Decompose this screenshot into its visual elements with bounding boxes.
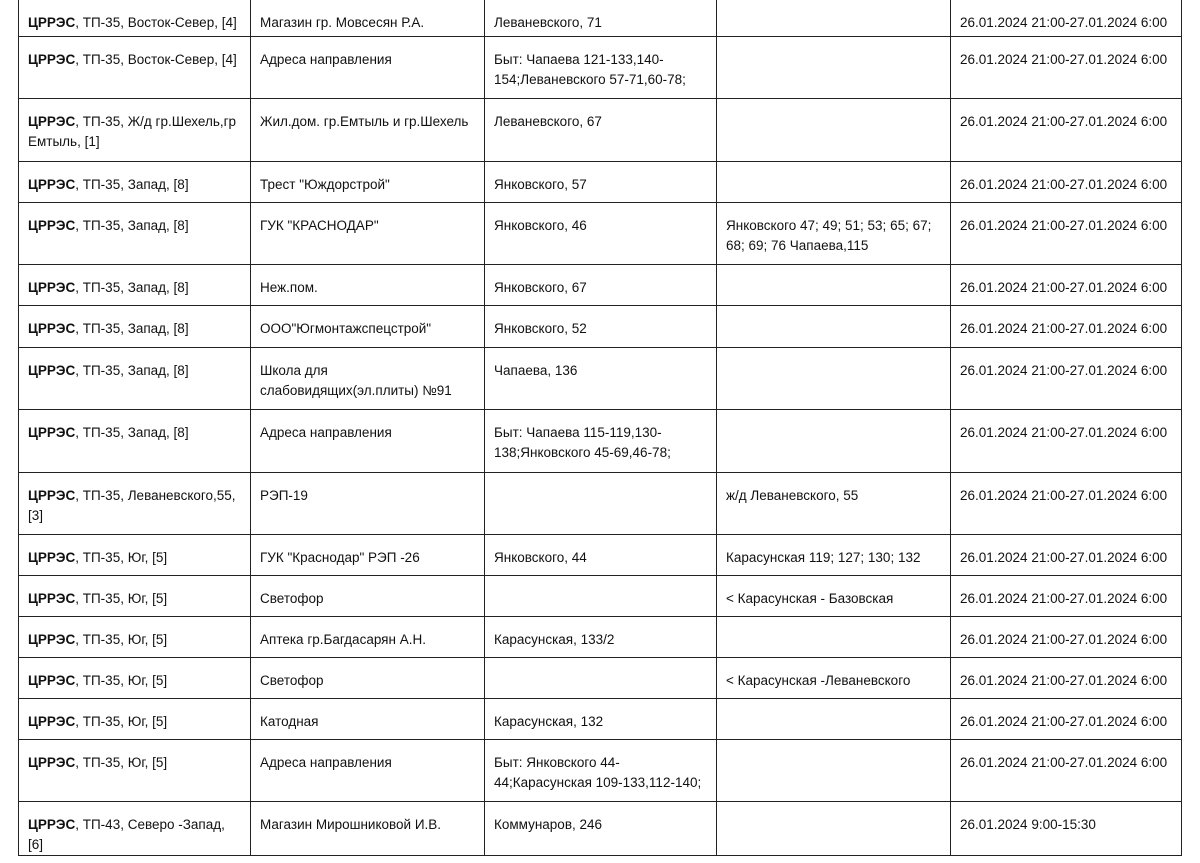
- extra-address-cell: [717, 740, 951, 802]
- consumer-cell: Неж.пом.: [251, 265, 485, 306]
- table-row: [19, 535, 1182, 576]
- org-name: ЦРРЭС: [28, 52, 76, 67]
- table-row: [19, 617, 1182, 658]
- period-cell: 26.01.2024 21:00-27.01.2024 6:00: [951, 410, 1182, 473]
- consumer-cell: Магазин Мирошниковой И.В.: [251, 802, 485, 856]
- table-row: [19, 0, 1182, 37]
- consumer-cell: Адреса направления: [251, 410, 485, 473]
- table-row: [19, 203, 1182, 265]
- address-cell: Янковского, 44: [485, 535, 717, 576]
- extra-address-cell: [717, 802, 951, 856]
- feeder-source: , ТП-35, Запад, [8]: [75, 321, 189, 336]
- address-cell: Леваневского, 71: [485, 0, 717, 37]
- address-cell: Янковского, 46: [485, 203, 717, 265]
- org-name: ЦРРЭС: [28, 425, 76, 440]
- consumer-cell: Магазин гр. Мовсесян Р.А.: [251, 0, 485, 37]
- address-cell: [485, 658, 717, 699]
- org-name: ЦРРЭС: [28, 321, 76, 336]
- feeder-source: , ТП-35, Юг, [5]: [75, 673, 168, 688]
- network-cell: [19, 37, 251, 99]
- network-cell: [19, 265, 251, 306]
- extra-address-cell: [717, 37, 951, 99]
- feeder-source: , ТП-35, Запад, [8]: [75, 363, 189, 378]
- period-cell: 26.01.2024 21:00-27.01.2024 6:00: [951, 265, 1182, 306]
- extra-address-cell: [717, 617, 951, 658]
- table-row: [19, 740, 1182, 802]
- feeder-source: , ТП-35, Запад, [8]: [75, 177, 189, 192]
- consumer-cell: Светофор: [251, 658, 485, 699]
- address-cell: Быт: Янковского 44-44;Карасунская 109-133,112-140;: [485, 740, 717, 802]
- period-cell: 26.01.2024 21:00-27.01.2024 6:00: [951, 617, 1182, 658]
- period-cell: 26.01.2024 21:00-27.01.2024 6:00: [951, 306, 1182, 348]
- network-cell: [19, 0, 251, 37]
- feeder-source: , ТП-35, Восток-Север, [4]: [75, 15, 237, 30]
- consumer-cell: Адреса направления: [251, 37, 485, 99]
- address-cell: Карасунская, 133/2: [485, 617, 717, 658]
- extra-address-cell: [717, 265, 951, 306]
- feeder-source: , ТП-43, Северо -Запад, [6]: [28, 817, 225, 852]
- table-row: [19, 473, 1182, 535]
- extra-address-cell: [717, 0, 951, 37]
- feeder-source: , ТП-35, Запад, [8]: [75, 218, 189, 233]
- address-cell: Янковского, 52: [485, 306, 717, 348]
- period-cell: 26.01.2024 21:00-27.01.2024 6:00: [951, 699, 1182, 740]
- address-cell: Быт: Чапаева 121-133,140-154;Леваневского 57-71,60-78;: [485, 37, 717, 99]
- network-cell: [19, 699, 251, 740]
- org-name: ЦРРЭС: [28, 218, 76, 233]
- feeder-source: , ТП-35, Запад, [8]: [75, 425, 189, 440]
- period-cell: 26.01.2024 21:00-27.01.2024 6:00: [951, 203, 1182, 265]
- extra-address-cell: Карасунская 119; 127; 130; 132: [717, 535, 951, 576]
- outage-table: [18, 0, 1182, 856]
- table-row: [19, 802, 1182, 856]
- network-cell: [19, 306, 251, 348]
- address-cell: Леваневского, 67: [485, 99, 717, 162]
- address-cell: Быт: Чапаева 115-119,130-138;Янковского 45-69,46-78;: [485, 410, 717, 473]
- network-cell: [19, 535, 251, 576]
- period-cell: 26.01.2024 21:00-27.01.2024 6:00: [951, 473, 1182, 535]
- feeder-source: , ТП-35, Ж/д гр.Шехель,гр Емтыль, [1]: [28, 114, 237, 149]
- feeder-source: , ТП-35, Юг, [5]: [75, 714, 168, 729]
- period-cell: 26.01.2024 21:00-27.01.2024 6:00: [951, 37, 1182, 99]
- network-cell: [19, 658, 251, 699]
- consumer-cell: ООО"Югмонтажспецстрой": [251, 306, 485, 348]
- network-cell: [19, 203, 251, 265]
- address-cell: [485, 576, 717, 617]
- org-name: ЦРРЭС: [28, 591, 76, 606]
- consumer-cell: РЭП-19: [251, 473, 485, 535]
- extra-address-cell: [717, 348, 951, 410]
- org-name: ЦРРЭС: [28, 714, 76, 729]
- org-name: ЦРРЭС: [28, 177, 76, 192]
- table-row: [19, 699, 1182, 740]
- org-name: ЦРРЭС: [28, 280, 76, 295]
- address-cell: Янковского, 67: [485, 265, 717, 306]
- org-name: ЦРРЭС: [28, 488, 76, 503]
- extra-address-cell: < Карасунская -Леваневского: [717, 658, 951, 699]
- table-row: [19, 658, 1182, 699]
- extra-address-cell: [717, 306, 951, 348]
- period-cell: 26.01.2024 21:00-27.01.2024 6:00: [951, 535, 1182, 576]
- org-name: ЦРРЭС: [28, 817, 76, 832]
- extra-address-cell: [717, 410, 951, 473]
- address-cell: Янковского, 57: [485, 162, 717, 203]
- extra-address-cell: < Карасунская - Базовская: [717, 576, 951, 617]
- feeder-source: , ТП-35, Запад, [8]: [75, 280, 189, 295]
- table-row: [19, 576, 1182, 617]
- address-cell: Коммунаров, 246: [485, 802, 717, 856]
- network-cell: [19, 617, 251, 658]
- org-name: ЦРРЭС: [28, 363, 76, 378]
- network-cell: [19, 576, 251, 617]
- period-cell: 26.01.2024 21:00-27.01.2024 6:00: [951, 576, 1182, 617]
- org-name: ЦРРЭС: [28, 550, 76, 565]
- address-cell: Чапаева, 136: [485, 348, 717, 410]
- period-cell: 26.01.2024 21:00-27.01.2024 6:00: [951, 162, 1182, 203]
- consumer-cell: Адреса направления: [251, 740, 485, 802]
- feeder-source: , ТП-35, Юг, [5]: [75, 632, 168, 647]
- feeder-source: , ТП-35, Восток-Север, [4]: [75, 52, 237, 67]
- extra-address-cell: ж/д Леваневского, 55: [717, 473, 951, 535]
- consumer-cell: Трест "Юждорстрой": [251, 162, 485, 203]
- network-cell: [19, 802, 251, 856]
- network-cell: [19, 740, 251, 802]
- feeder-source: , ТП-35, Юг, [5]: [75, 591, 168, 606]
- consumer-cell: Аптека гр.Багдасарян А.Н.: [251, 617, 485, 658]
- extra-address-cell: [717, 699, 951, 740]
- network-cell: [19, 410, 251, 473]
- org-name: ЦРРЭС: [28, 114, 76, 129]
- feeder-source: , ТП-35, Юг, [5]: [75, 755, 168, 770]
- table-row: [19, 265, 1182, 306]
- network-cell: [19, 348, 251, 410]
- network-cell: [19, 473, 251, 535]
- table-row: [19, 348, 1182, 410]
- consumer-cell: Жил.дом. гр.Емтыль и гр.Шехель: [251, 99, 485, 162]
- period-cell: 26.01.2024 9:00-15:30: [951, 802, 1182, 856]
- org-name: ЦРРЭС: [28, 15, 76, 30]
- table-row: [19, 410, 1182, 473]
- period-cell: 26.01.2024 21:00-27.01.2024 6:00: [951, 0, 1182, 37]
- period-cell: 26.01.2024 21:00-27.01.2024 6:00: [951, 658, 1182, 699]
- consumer-cell: ГУК "КРАСНОДАР": [251, 203, 485, 265]
- org-name: ЦРРЭС: [28, 632, 76, 647]
- network-cell: [19, 162, 251, 203]
- consumer-cell: ГУК "Краснодар" РЭП -26: [251, 535, 485, 576]
- table-row: [19, 99, 1182, 162]
- consumer-cell: Катодная: [251, 699, 485, 740]
- table-row: [19, 162, 1182, 203]
- consumer-cell: Школа для слабовидящих(эл.плиты) №91: [251, 348, 485, 410]
- network-cell: [19, 99, 251, 162]
- extra-address-cell: [717, 99, 951, 162]
- period-cell: 26.01.2024 21:00-27.01.2024 6:00: [951, 99, 1182, 162]
- extra-address-cell: Янковского 47; 49; 51; 53; 65; 67; 68; 69; 76 Чапаева,115: [717, 203, 951, 265]
- table-row: [19, 306, 1182, 348]
- extra-address-cell: [717, 162, 951, 203]
- period-cell: 26.01.2024 21:00-27.01.2024 6:00: [951, 740, 1182, 802]
- address-cell: [485, 473, 717, 535]
- feeder-source: , ТП-35, Леваневского,55, [3]: [28, 488, 236, 523]
- consumer-cell: Светофор: [251, 576, 485, 617]
- org-name: ЦРРЭС: [28, 673, 76, 688]
- feeder-source: , ТП-35, Юг, [5]: [75, 550, 168, 565]
- org-name: ЦРРЭС: [28, 755, 76, 770]
- period-cell: 26.01.2024 21:00-27.01.2024 6:00: [951, 348, 1182, 410]
- address-cell: Карасунская, 132: [485, 699, 717, 740]
- table-row: [19, 37, 1182, 99]
